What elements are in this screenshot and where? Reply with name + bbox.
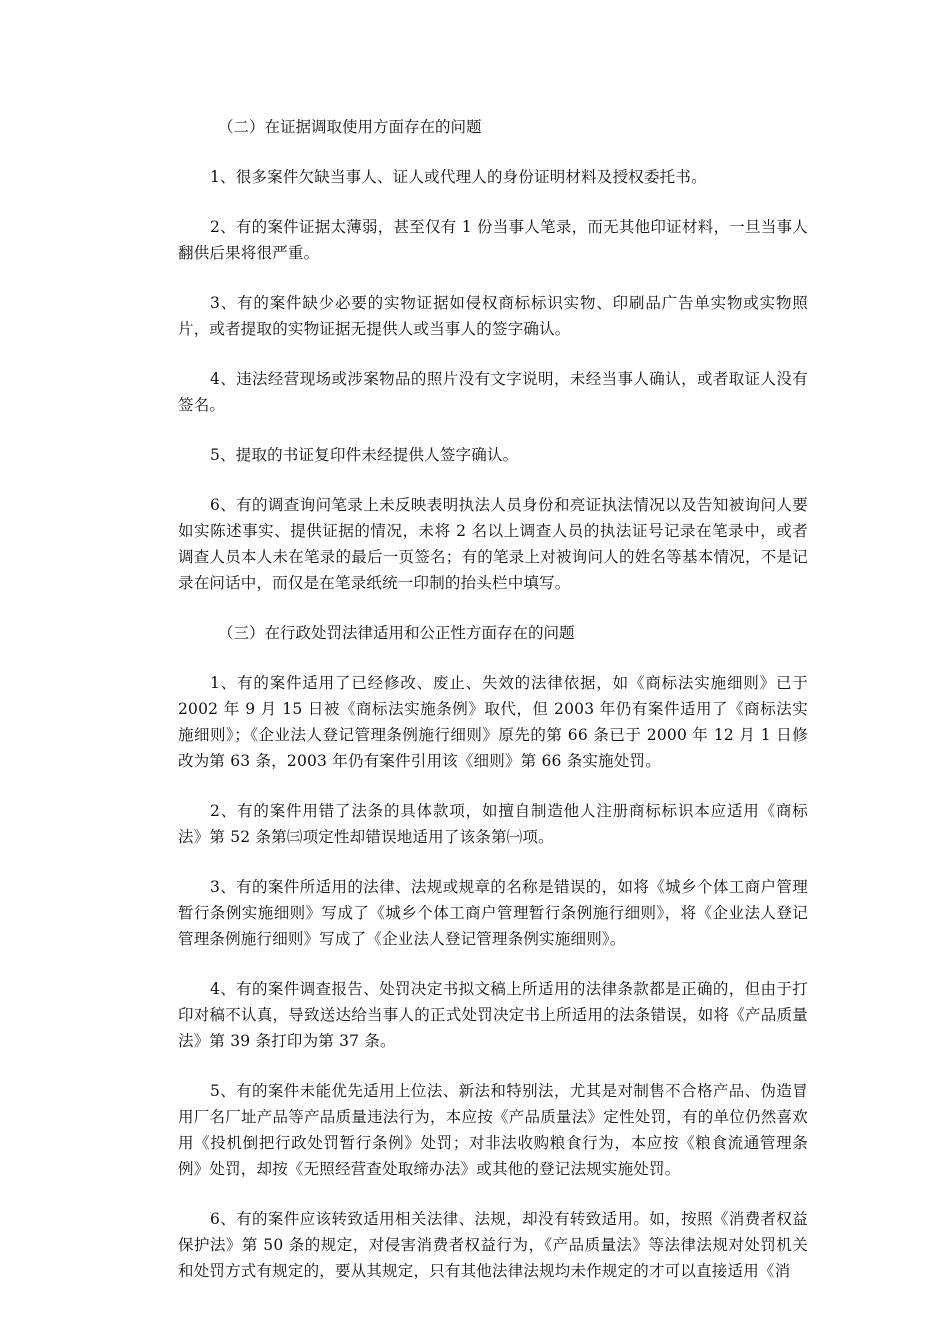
paragraph: 2、有的案件用错了法条的具体款项，如擅自制造他人注册商标标识本应适用《商标法》第 52 条第㈢项定性却错误地适用了该条第㈠项。 xyxy=(178,802,808,846)
paragraph: 1、很多案件欠缺当事人、证人或代理人的身份证明材料及授权委托书。 xyxy=(210,168,707,186)
paragraph: 4、违法经营现场或涉案物品的照片没有文字说明，未经当事人确认，或者取证人没有签名。 xyxy=(178,370,808,414)
paragraph: 5、有的案件未能优先适用上位法、新法和特别法，尤其是对制售不合格产品、伪造冒用厂名厂址产品等产品质量违法行为，本应按《产品质量法》定性处罚，有的单位仍然喜欢用《投机倒把行政处罚暂行条例》处罚；对非法收购粮食行为，本应按《粮食流通管理条例》处罚，却按《无照经营查处取缔办法》或其他的登记法规实施处罚。 xyxy=(178,1082,808,1178)
section-heading-legal-application: （三）在行政处罚法律适用和公正性方面存在的问题 xyxy=(218,624,575,642)
document-body xyxy=(178,114,808,1308)
paragraph: 5、提取的书证复印件未经提供人签字确认。 xyxy=(210,446,519,464)
paragraph: 1、有的案件适用了已经修改、废止、失效的法律依据，如《商标法实施细则》已于 2002 年 9 月 15 日被《商标法实施条例》取代，但 2003 年仍有案件适用了《商标法实施细则》；《企业法人登记管理条例施行细则》原先的第 66 条已于 2000 年 12 月 1 日修改为第 63 条，2003 年仍有案件引用该《细则》第 66 条实施处罚。 xyxy=(178,674,808,770)
paragraph: 3、有的案件所适用的法律、法规或规章的名称是错误的，如将《城乡个体工商户管理暂行条例实施细则》写成了《城乡个体工商户管理暂行条例施行细则》，将《企业法人登记管理条例施行细则》写成了《企业法人登记管理条例实施细则》。 xyxy=(178,878,808,948)
section-heading-evidence: （二）在证据调取使用方面存在的问题 xyxy=(218,118,482,136)
paragraph: 4、有的案件调查报告、处罚决定书拟文稿上所适用的法律条款都是正确的，但由于打印对稿不认真，导致送达给当事人的正式处罚决定书上所适用的法条错误，如将《产品质量法》第 39 条打印为第 37 条。 xyxy=(178,980,808,1050)
paragraph: 3、有的案件缺少必要的实物证据如侵权商标标识实物、印刷品广告单实物或实物照片，或者提取的实物证据无提供人或当事人的签字确认。 xyxy=(178,294,808,338)
paragraph: 6、有的案件应该转致适用相关法律、法规，却没有转致适用。如，按照《消费者权益保护法》第 50 条的规定，对侵害消费者权益行为，《产品质量法》等法律法规对处罚机关和处罚方式有规定的，要从其规定，只有其他法律法规均未作规定的才可以直接适用《消 xyxy=(178,1210,808,1280)
paragraph: 2、有的案件证据太薄弱，甚至仅有 1 份当事人笔录，而无其他印证材料，一旦当事人翻供后果将很严重。 xyxy=(178,218,808,262)
paragraph: 6、有的调查询问笔录上未反映表明执法人员身份和亮证执法情况以及告知被询问人要如实陈述事实、提供证据的情况，未将 2 名以上调查人员的执法证号记录在笔录中，或者调查人员本人未在笔录的最后一页签名；有的笔录上对被询问人的姓名等基本情况，不是记录在问话中，而仅是在笔录纸统一印制的抬头栏中填写。 xyxy=(178,496,808,592)
